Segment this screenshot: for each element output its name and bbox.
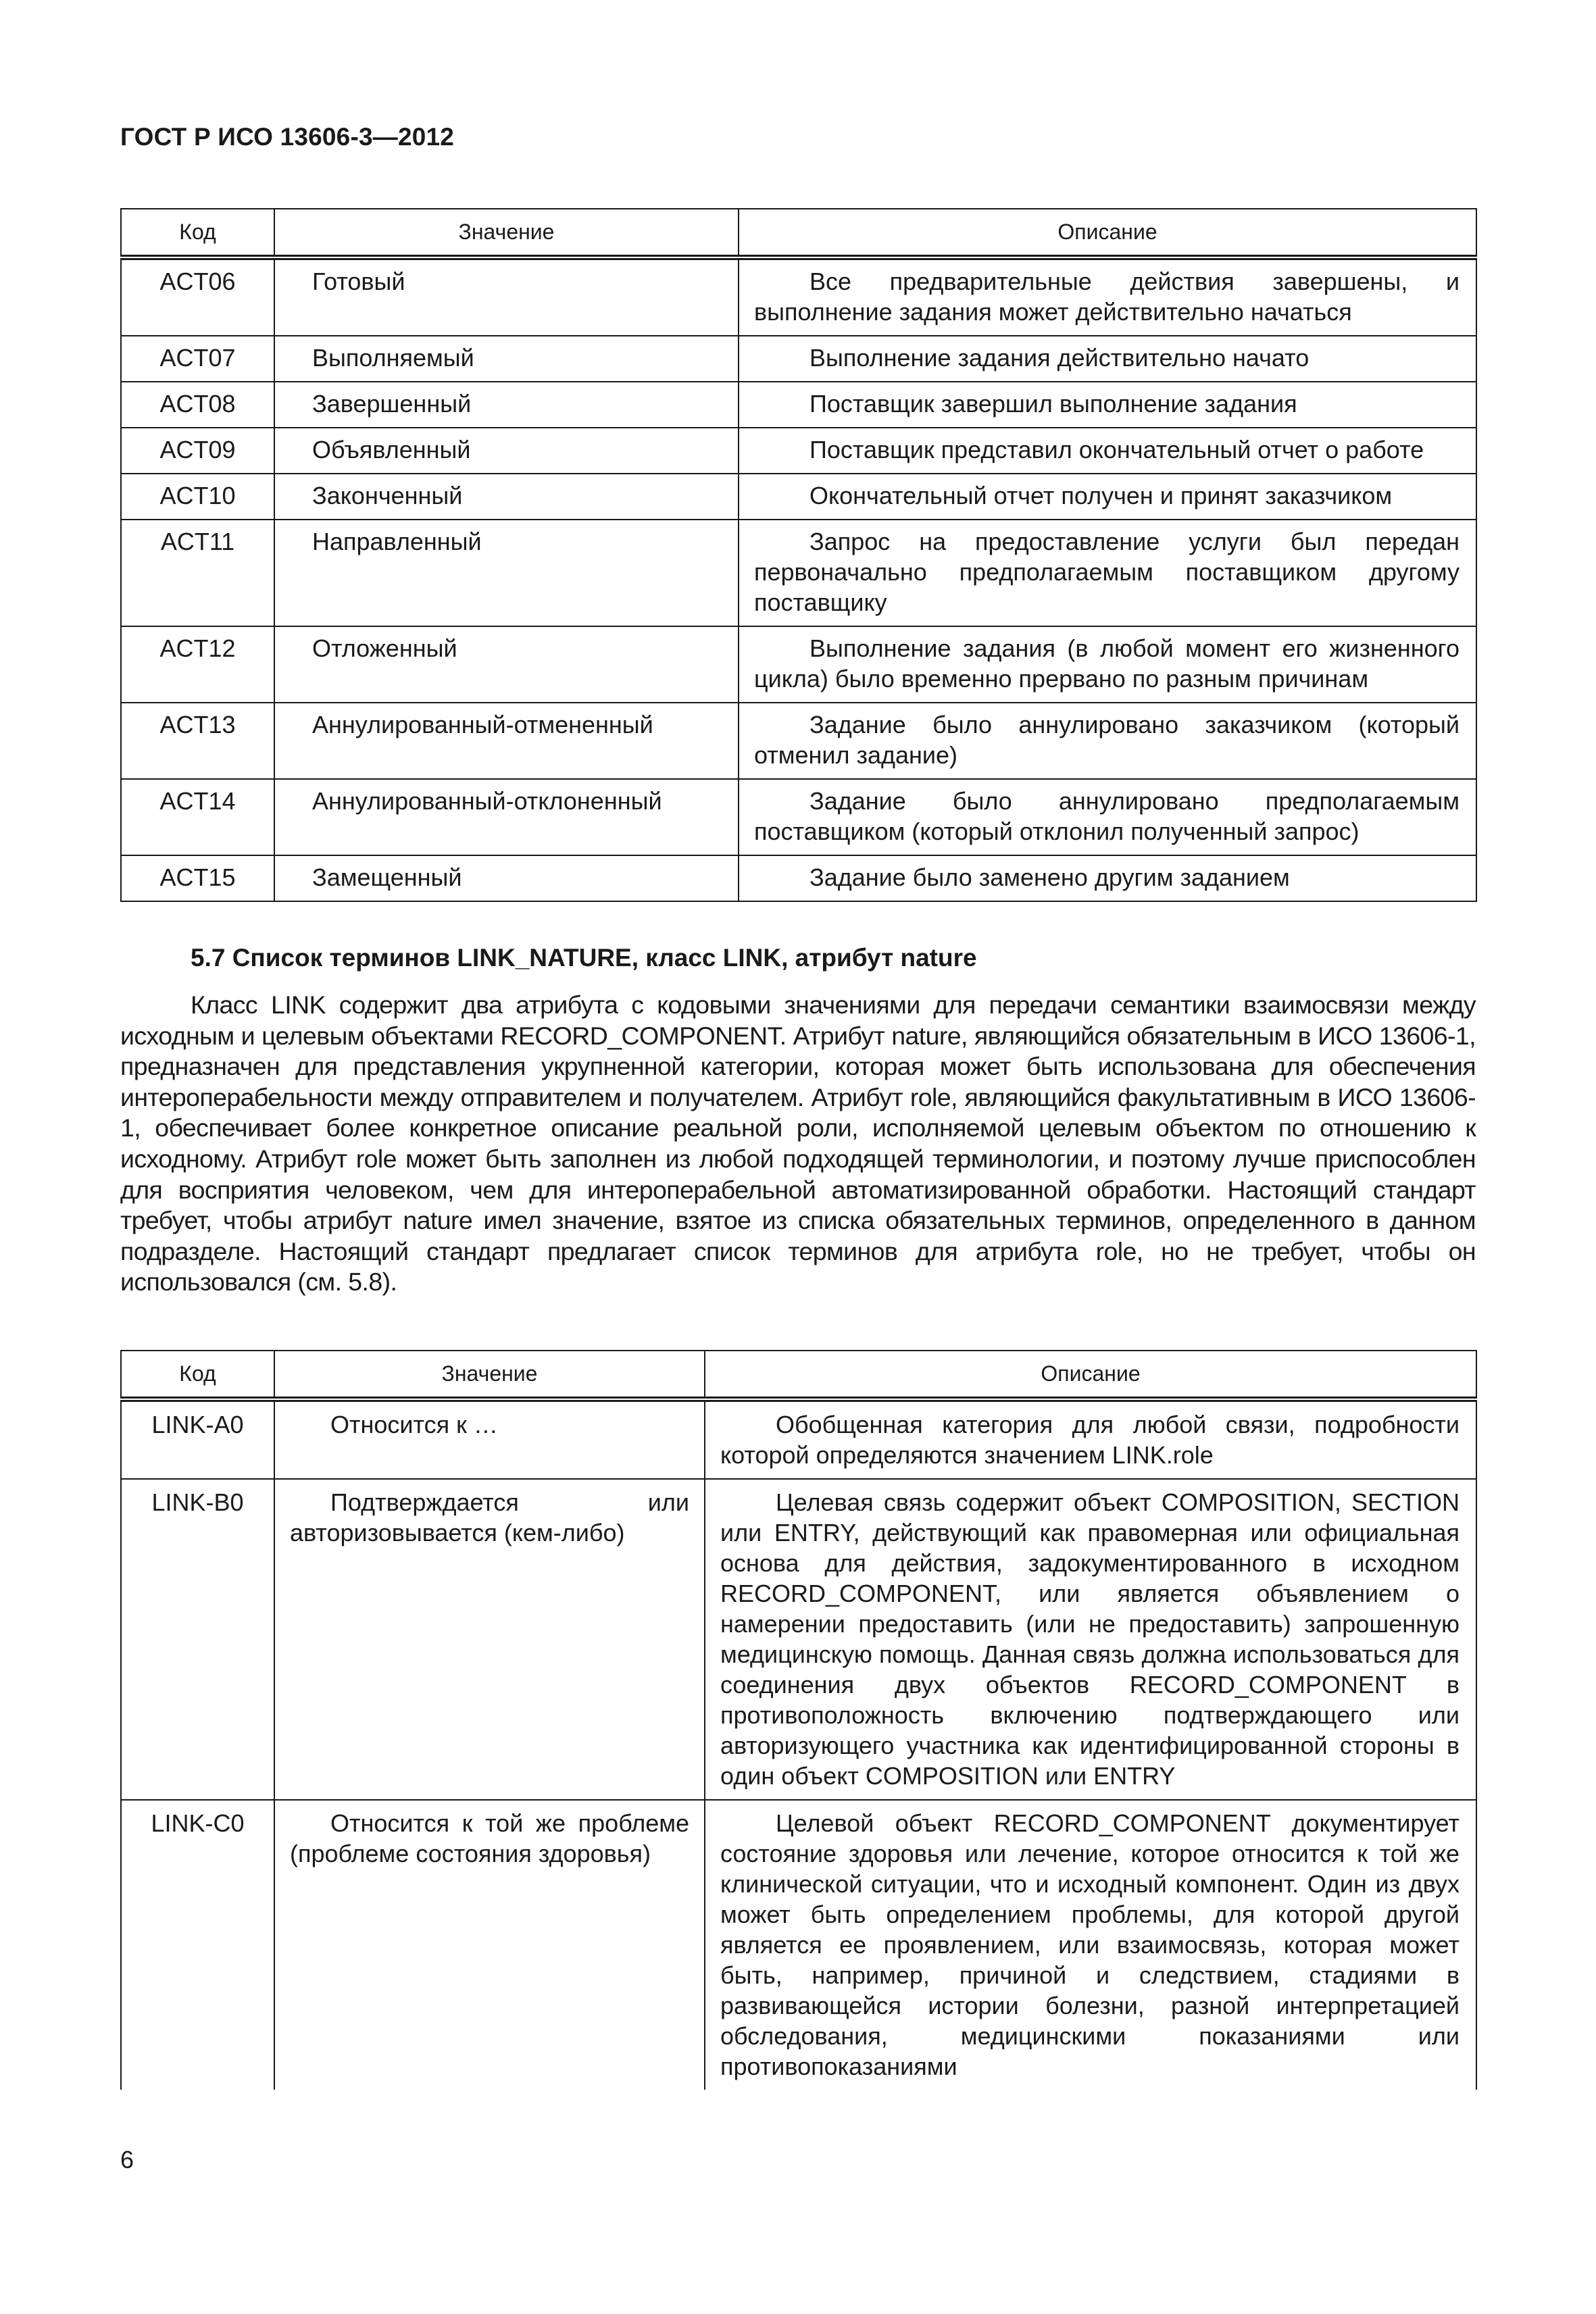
table-row [121,257,1476,336]
cell-code: ACT13 [121,703,274,779]
table-row [121,1800,1476,2090]
cell-description: Запрос на предоставление услуги был передан первоначально предполагаемым поставщиком другому поставщику [739,520,1476,626]
cell-meaning: Готовый [274,257,739,336]
cell-code: ACT14 [121,779,274,855]
cell-meaning: Относится к … [274,1399,705,1479]
table-row [121,1479,1476,1800]
cell-meaning: Относится к той же проблеме (проблеме состояния здоровья) [274,1800,705,2090]
cell-description: Поставщик представил окончательный отчет о работе [739,428,1476,474]
cell-description: Задание было заменено другим заданием [739,855,1476,901]
table-row [121,336,1476,382]
cell-description: Целевая связь содержит объект COMPOSITION, SECTION или ENTRY, действующий как правомерная или официальная основа для действия, задокументированного в исходном RECORD_COMPONENT, или является объявлением о намерении предоставить (или не предоставить) запрошенную медицинскую помощь. Данная связь должна использоваться для соединения двух объектов RECORD_COMPONENT в противоположность включению подтверждающего или авторизующего участника как идентифицированной стороны в один объект COMPOSITION или ENTRY [705,1479,1476,1800]
table-header-row [121,209,1476,257]
table-row [121,428,1476,474]
cell-meaning: Отложенный [274,626,739,703]
cell-meaning: Направленный [274,520,739,626]
table-header-row [121,1351,1476,1399]
cell-description: Целевой объект RECORD_COMPONENT документирует состояние здоровья или лечение, которое относится к той же клинической ситуации, что и исходный компонент. Один из двух может быть определением проблемы, для которой другой является ее проявлением, или взаимосвязь, которая может быть, например, причиной и следствием, стадиями в развивающейся истории болезни, разной интерпретацией обследования, медицинскими показаниями или противопоказаниями [705,1800,1476,2090]
section-title: 5.7 Список терминов LINK_NATURE, класс LINK, атрибут nature [191,944,977,972]
cell-description: Выполнение задания (в любой момент его жизненного цикла) было временно прервано по разным причинам [739,626,1476,703]
document-header: ГОСТ Р ИСО 13606-3—2012 [120,123,455,151]
activity-status-table [120,208,1477,902]
table-row [121,855,1476,901]
cell-description: Выполнение задания действительно начато [739,336,1476,382]
cell-meaning: Выполняемый [274,336,739,382]
cell-meaning: Объявленный [274,428,739,474]
table-row [121,779,1476,855]
column-header-meaning: Значение [274,1351,705,1399]
table-row [121,703,1476,779]
cell-code: ACT06 [121,257,274,336]
table-row [121,474,1476,520]
page-number: 6 [120,2146,134,2173]
cell-code: ACT09 [121,428,274,474]
cell-meaning: Законченный [274,474,739,520]
table-row [121,382,1476,428]
cell-description: Задание было аннулировано предполагаемым поставщиком (который отклонил полученный запрос) [739,779,1476,855]
table-row [121,520,1476,626]
cell-meaning: Аннулированный-отмененный [274,703,739,779]
cell-meaning: Подтверждается или авторизовывается (кем-либо) [274,1479,705,1800]
cell-code: ACT11 [121,520,274,626]
column-header-description: Описание [705,1351,1476,1399]
cell-code: ACT12 [121,626,274,703]
section-paragraph: Класс LINK содержит два атрибута с кодовыми значениями для передачи семантики взаимосвязи между исходным и целевым объектами RECORD_COMPONENT. Атрибут nature, являющийся обязательным в ИСО 13606-1, предназначен для представления укрупненной категории, которая может быть использована для обеспечения интероперабельности между отправителем и получателем. Атрибут role, являющийся факультативным в ИСО 13606-1, обеспечивает более конкретное описание реальной роли, исполняемой целевым объектом по отношению к исходному. Атрибут role может быть заполнен из любой подходящей терминологии, и поэтому лучше приспособлен для восприятия человеком, чем для интероперабельной автоматизированной обработки. Настоящий стандарт требует, чтобы атрибут nature имел значение, взятое из списка обязательных терминов, определенного в данном подразделе. Настоящий стандарт предлагает список терминов для атрибута role, но не требует, чтобы он использовался (см. 5.8). [120,990,1476,1297]
cell-code: ACT15 [121,855,274,901]
column-header-code: Код [121,209,274,257]
column-header-description: Описание [739,209,1476,257]
cell-meaning: Аннулированный-отклоненный [274,779,739,855]
column-header-meaning: Значение [274,209,739,257]
cell-description: Окончательный отчет получен и принят заказчиком [739,474,1476,520]
cell-code: LINK-B0 [121,1479,274,1800]
cell-code: LINK-C0 [121,1800,274,2090]
cell-description: Поставщик завершил выполнение задания [739,382,1476,428]
cell-meaning: Замещенный [274,855,739,901]
link-nature-table [120,1350,1477,2090]
table-row [121,626,1476,703]
cell-description: Обобщенная категория для любой связи, подробности которой определяются значением LINK.role [705,1399,1476,1479]
cell-code: ACT10 [121,474,274,520]
cell-description: Все предварительные действия завершены, и выполнение задания может действительно начаться [739,257,1476,336]
cell-code: LINK-A0 [121,1399,274,1479]
cell-code: ACT08 [121,382,274,428]
column-header-code: Код [121,1351,274,1399]
table-row [121,1399,1476,1479]
cell-description: Задание было аннулировано заказчиком (который отменил задание) [739,703,1476,779]
cell-meaning: Завершенный [274,382,739,428]
cell-code: ACT07 [121,336,274,382]
